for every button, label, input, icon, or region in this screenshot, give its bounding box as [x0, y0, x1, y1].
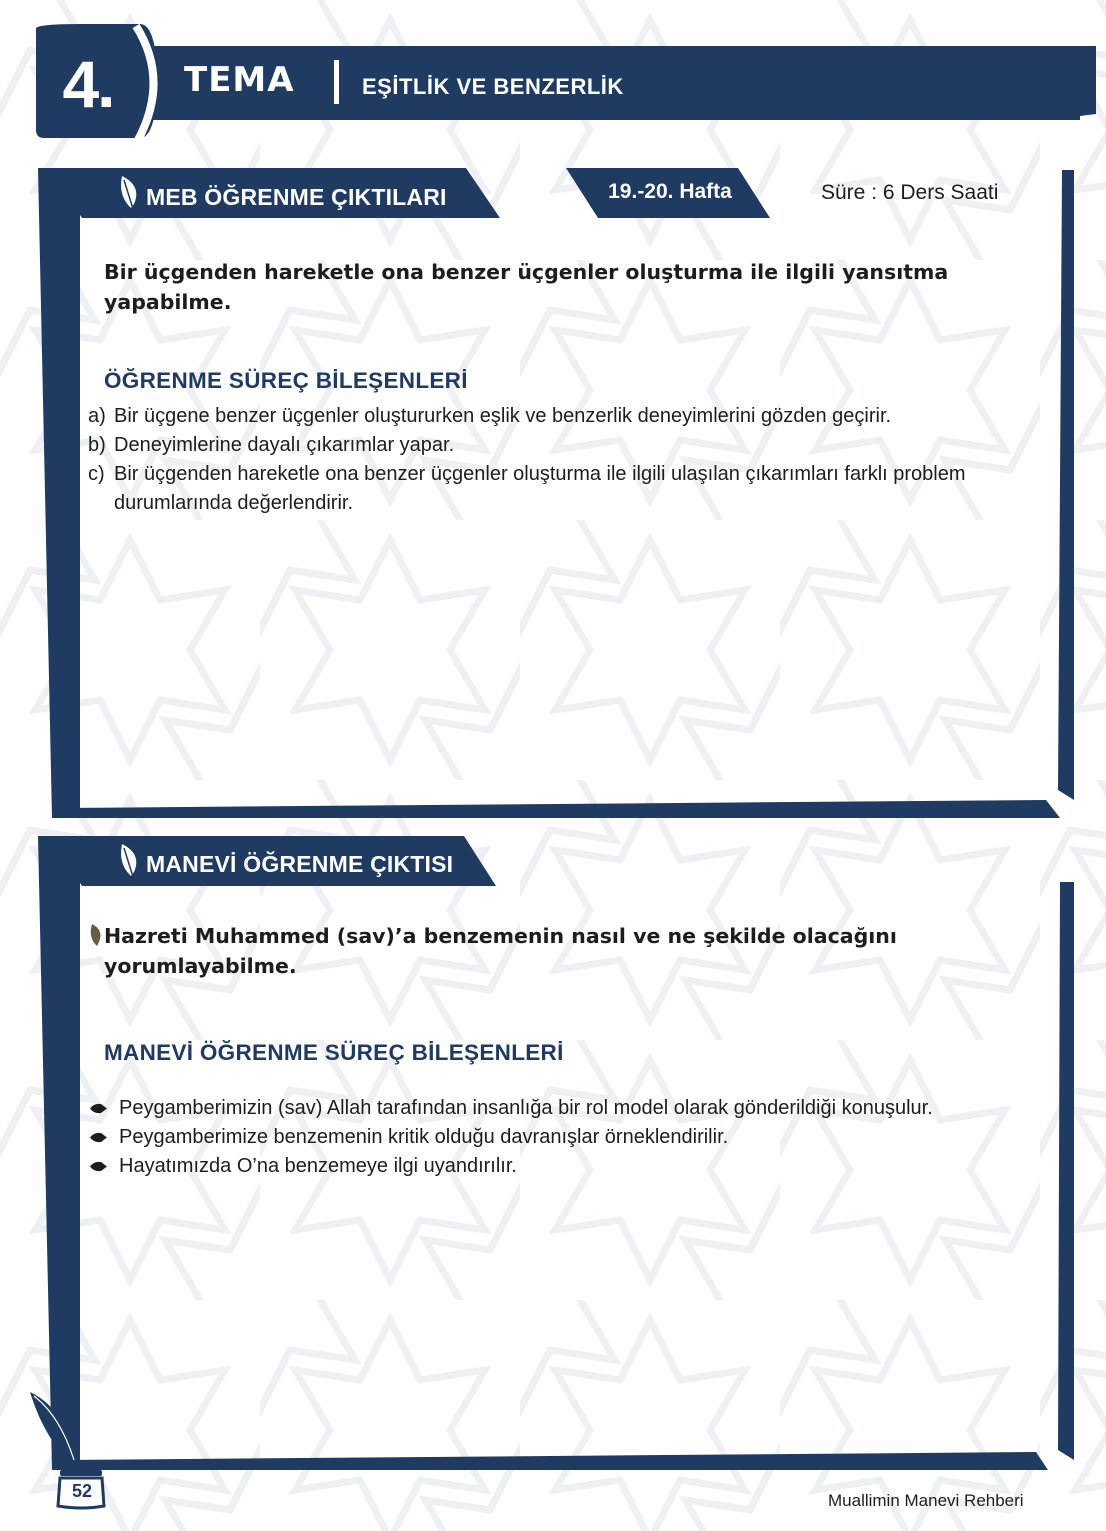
list-marker: a)	[88, 405, 106, 427]
book-title: Muallimin Manevi Rehberi	[828, 1491, 1024, 1510]
spiritual-process-heading: MANEVİ ÖĞRENME SÜREÇ BİLEŞENLERİ	[104, 1040, 564, 1065]
duration-label: Süre : 6 Ders Saati	[821, 181, 999, 204]
spiritual-section-title: MANEVİ ÖĞRENME ÇIKTISI	[146, 851, 454, 877]
list-item	[90, 1152, 1050, 1181]
meb-section-title: MEB ÖĞRENME ÇIKTILARI	[146, 184, 447, 210]
meb-learning-outcome: Bir üçgenden hareketle ona benzer üçgenler oluşturma ile ilgili yansıtma yapabilme.	[104, 260, 949, 314]
list-item-text: Peygamberimize benzemenin kritik olduğu davranışlar örneklendirilir.	[119, 1126, 729, 1148]
list-item	[90, 1094, 1050, 1123]
theme-number: 4.	[62, 47, 114, 121]
list-marker: c)	[88, 463, 105, 485]
list-item	[88, 402, 1058, 431]
list-marker: b)	[88, 434, 106, 456]
theme-title: EŞİTLİK VE BENZERLİK	[362, 74, 624, 99]
bullet-icon	[90, 1103, 107, 1114]
header-divider	[334, 60, 339, 104]
list-item-text: Hayatımızda O’na benzemeye ilgi uyandırılır.	[119, 1155, 517, 1177]
list-item	[88, 431, 1058, 460]
week-label: 19.-20. Hafta	[608, 180, 732, 203]
spiritual-learning-outcome: Hazreti Muhammed (sav)’a benzemenin nasıl ve ne şekilde olacağını yorumlayabilme.	[104, 924, 897, 978]
process-components-heading: ÖĞRENME SÜREÇ BİLEŞENLERİ	[104, 368, 468, 393]
page-number: 52	[71, 1481, 93, 1501]
process-components-list	[88, 402, 1058, 518]
theme-label: TEMA	[184, 60, 295, 100]
small-feather-icon	[91, 924, 101, 946]
bullet-icon	[90, 1161, 107, 1172]
bullet-icon	[90, 1132, 107, 1143]
list-item-text: Bir üçgenden hareketle ona benzer üçgenler oluşturma ile ilgili ulaşılan çıkarımları farklı problem durumlarında değerlendirir.	[114, 463, 966, 514]
list-item-text: Deneyimlerine dayalı çıkarımlar yapar.	[114, 434, 455, 456]
spiritual-process-list	[90, 1094, 1050, 1181]
list-item-text: Peygamberimizin (sav) Allah tarafından insanlığa bir rol model olarak gönderildiği konuşulur.	[119, 1097, 933, 1119]
list-item	[88, 460, 1058, 518]
list-item-text: Bir üçgene benzer üçgenler oluştururken eşlik ve benzerlik deneyimlerini gözden geçirir.	[114, 405, 892, 427]
list-item	[90, 1123, 1050, 1152]
